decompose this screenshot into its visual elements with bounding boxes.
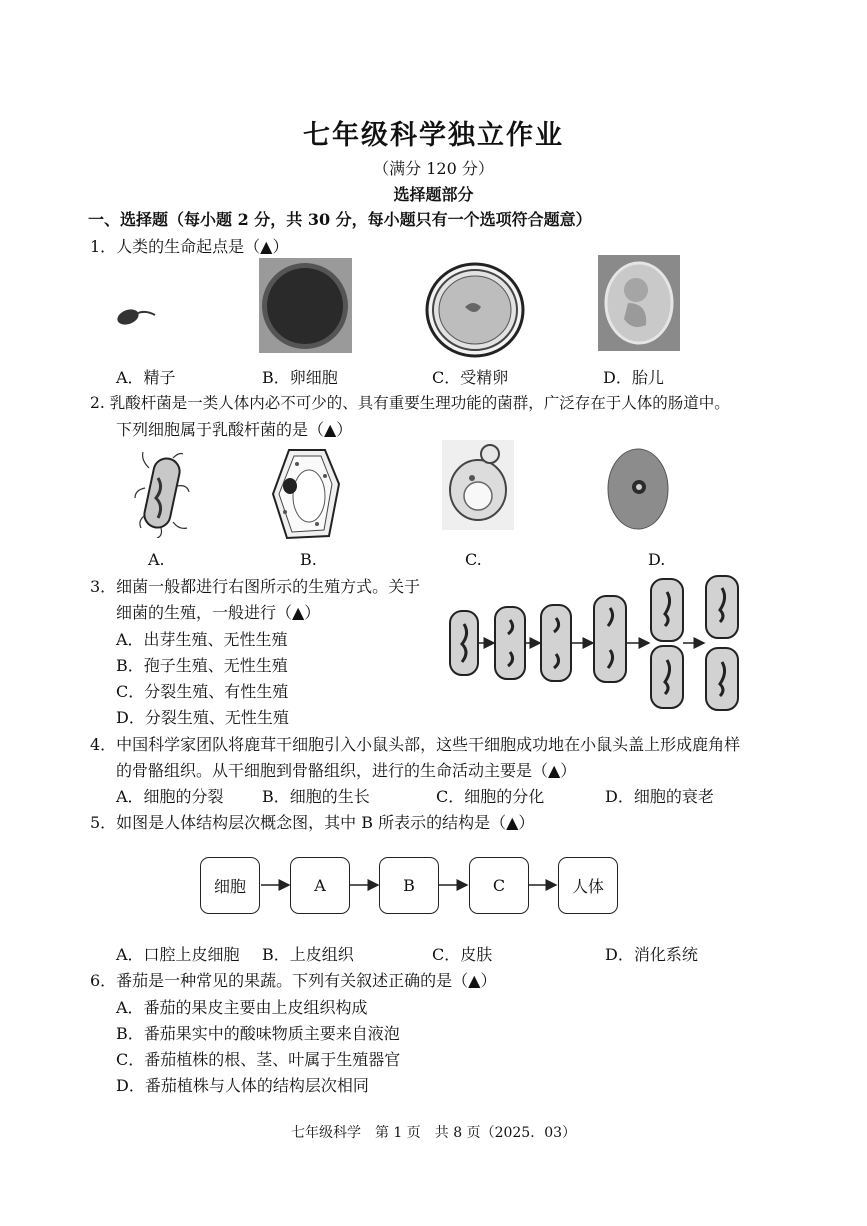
q3-stem-line1: 3．细菌一般都进行右图所示的生殖方式。关于	[90, 577, 421, 596]
q4-option-a[interactable]: A．细胞的分裂	[116, 787, 224, 806]
q2-option-b[interactable]: B.	[300, 550, 317, 569]
q4-stem-line2: 的骨骼组织。从干细胞到骨骼组织，进行的生命活动主要是（▲）	[116, 761, 577, 780]
q1-option-a[interactable]: A．精子	[116, 368, 176, 387]
full-score: （满分 120 分）	[373, 159, 494, 178]
q3-stem-line2: 细菌的生殖，一般进行（▲）	[116, 603, 321, 622]
q5-stem: 5．如图是人体结构层次概念图，其中 B 所表示的结构是（▲）	[90, 813, 535, 832]
q4-option-b[interactable]: B．细胞的生长	[262, 787, 370, 806]
q2-option-a[interactable]: A.	[148, 550, 165, 569]
q6-stem: 6．番茄是一种常见的果蔬。下列有关叙述正确的是（▲）	[90, 971, 497, 990]
q3-option-b[interactable]: B．孢子生殖、无性生殖	[116, 656, 288, 675]
egg-cell-image	[259, 258, 352, 353]
q1-option-d[interactable]: D．胎儿	[603, 368, 664, 387]
zygote-image	[425, 262, 525, 358]
q4-option-d[interactable]: D．细胞的衰老	[605, 787, 714, 806]
diagram-box-human: 人体	[558, 857, 618, 914]
q4-option-c[interactable]: C．细胞的分化	[436, 787, 545, 806]
q3-option-a[interactable]: A．出芽生殖、无性生殖	[116, 630, 288, 649]
q6-option-d[interactable]: D．番茄植株与人体的结构层次相同	[116, 1076, 369, 1095]
q5-option-c[interactable]: C．皮肤	[432, 945, 493, 964]
diagram-box-c: C	[469, 857, 529, 914]
q2-stem-line1: 2. 乳酸杆菌是一类人体内必不可少的、具有重要生理功能的菌群，广泛存在于人体的肠道中。	[90, 394, 730, 412]
page-title: 七年级科学独立作业	[303, 120, 564, 151]
q2-option-d[interactable]: D.	[648, 550, 666, 569]
part-heading: 一、选择题（每小题 2 分，共 30 分，每小题只有一个选项符合题意）	[88, 210, 592, 229]
plant-cell-image	[267, 446, 347, 542]
q6-option-a[interactable]: A．番茄的果皮主要由上皮组织构成	[116, 998, 368, 1017]
section-title: 选择题部分	[393, 185, 474, 204]
q1-stem: 1．人类的生命起点是（▲）	[90, 237, 289, 256]
q3-option-c[interactable]: C．分裂生殖、有性生殖	[116, 682, 289, 701]
q5-option-b[interactable]: B．上皮组织	[262, 945, 354, 964]
diagram-box-b: B	[379, 857, 439, 914]
q2-option-c[interactable]: C.	[465, 550, 482, 569]
q3-option-d[interactable]: D．分裂生殖、无性生殖	[116, 708, 289, 727]
q2-stem-line2: 下列细胞属于乳酸杆菌的是（▲）	[116, 420, 353, 439]
bacillus-image	[133, 448, 193, 538]
q1-option-b[interactable]: B．卵细胞	[262, 368, 338, 387]
q6-option-b[interactable]: B．番茄果实中的酸味物质主要来自液泡	[116, 1024, 400, 1043]
yeast-cell-image	[442, 440, 514, 530]
bacterial-fission-diagram	[440, 574, 740, 712]
sperm-image	[108, 298, 158, 336]
q5-option-d[interactable]: D．消化系统	[605, 945, 698, 964]
q1-option-c[interactable]: C．受精卵	[432, 368, 509, 387]
page-footer: 七年级科学 第 1 页 共 8 页（2025．03）	[290, 1125, 577, 1141]
q6-option-c[interactable]: C．番茄植株的根、茎、叶属于生殖器官	[116, 1050, 401, 1069]
q5-option-a[interactable]: A．口腔上皮细胞	[116, 945, 240, 964]
fetus-image	[598, 255, 680, 351]
diagram-box-cell: 细胞	[200, 857, 260, 914]
diagram-box-a: A	[290, 857, 350, 914]
q4-stem-line1: 4．中国科学家团队将鹿茸干细胞引入小鼠头部，这些干细胞成功地在小鼠头盖上形成鹿角样	[90, 735, 741, 754]
round-cell-image	[606, 447, 670, 531]
